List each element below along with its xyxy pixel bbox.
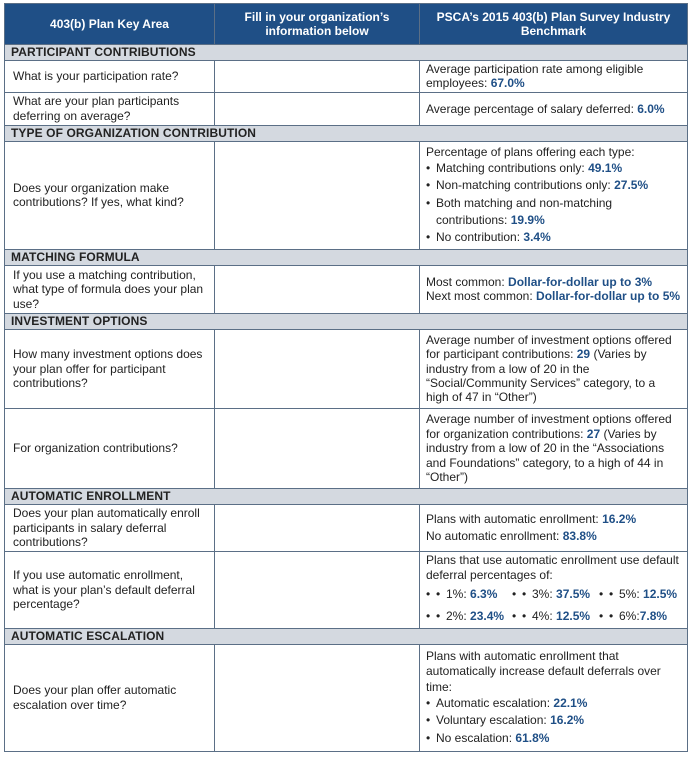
fill-in-cell[interactable] xyxy=(215,408,420,488)
header-benchmark: PSCA’s 2015 403(b) Plan Survey Industry Benchmark xyxy=(420,4,688,45)
table-row xyxy=(5,644,688,751)
benchmark-participation-rate: Average participation rate among eligible employees: 67.0% xyxy=(420,61,688,93)
question-auto-escalation: Does your plan offer automatic escalation over time? xyxy=(5,644,215,751)
highlight-value: 6.0% xyxy=(637,101,665,116)
section-row xyxy=(5,313,688,329)
section-title-matching-formula: MATCHING FORMULA xyxy=(5,249,688,265)
section-row xyxy=(5,628,688,644)
question-matching-formula: If you use a matching contribution, what type of formula does your plan use? xyxy=(5,265,215,313)
table-row xyxy=(5,92,688,125)
list-item: • No escalation: 61.8% xyxy=(426,730,681,747)
section-title-org-contribution: TYPE OF ORGANIZATION CONTRIBUTION xyxy=(5,125,688,141)
list-item: • Voluntary escalation: 16.2% xyxy=(426,712,681,729)
fill-in-cell[interactable] xyxy=(215,61,420,93)
list-item: • Automatic escalation: 22.1% xyxy=(426,695,681,712)
list-item: • • 6%:7.8% xyxy=(599,605,679,627)
table-row xyxy=(5,551,688,628)
fill-in-cell[interactable] xyxy=(215,551,420,628)
benchmark-intro: Percentage of plans offering each type: xyxy=(426,145,635,160)
benchmark-matching-formula: Most common: Dollar-for-dollar up to 3% Next most common: Dollar-for-dollar up to 5% xyxy=(420,265,688,313)
bullet-list xyxy=(426,160,681,246)
question-participation-rate: What is your participation rate? xyxy=(5,61,215,93)
highlight-value: 67.0% xyxy=(490,76,525,91)
benchmark-intro: Plans that use automatic enrollment use default deferral percentages of: xyxy=(426,552,679,582)
deferral-rates-grid xyxy=(426,583,681,627)
list-item: • Both matching and non-matching contributions: 19.9% xyxy=(426,195,681,230)
bullet-list xyxy=(426,695,681,747)
table-row xyxy=(5,504,688,551)
question-default-deferral: If you use automatic enrollment, what is your plan’s default deferral percentage? xyxy=(5,551,215,628)
fill-in-cell[interactable] xyxy=(215,92,420,125)
section-title-automatic-enrollment: AUTOMATIC ENROLLMENT xyxy=(5,488,688,504)
table-row xyxy=(5,141,688,249)
question-auto-enroll: Does your plan automatically enroll participants in salary deferral contributions? xyxy=(5,504,215,551)
table-row xyxy=(5,329,688,408)
header-key-area: 403(b) Plan Key Area xyxy=(5,4,215,45)
header-fill-in: Fill in your organization’s information below xyxy=(215,4,420,45)
list-item: • Matching contributions only: 49.1% xyxy=(426,160,681,177)
question-investment-options-org: For organization contributions? xyxy=(5,408,215,488)
benchmark-default-deferral xyxy=(420,551,688,628)
header-row xyxy=(5,4,688,45)
benchmark-auto-escalation xyxy=(420,644,688,751)
fill-in-cell[interactable] xyxy=(215,504,420,551)
list-item: • • 5%: 12.5% xyxy=(599,583,679,605)
fill-in-cell[interactable] xyxy=(215,329,420,408)
list-item: • Non-matching contributions only: 27.5% xyxy=(426,177,681,194)
fill-in-cell[interactable] xyxy=(215,265,420,313)
question-org-contributions: Does your organization make contributions? If yes, what kind? xyxy=(5,141,215,249)
question-investment-options-participant: How many investment options does your plan offer for participant contributions? xyxy=(5,329,215,408)
list-item: • • 4%: 12.5% xyxy=(512,605,599,627)
list-item: • • 3%: 37.5% xyxy=(512,583,599,605)
table-row xyxy=(5,408,688,488)
benchmark-org-contribution-types xyxy=(420,141,688,249)
section-title-participant-contributions: PARTICIPANT CONTRIBUTIONS xyxy=(5,45,688,61)
benchmark-investment-options-org: Average number of investment options offered for organization contributions: 27 (Varies by industry from a low of 20 in the “Associations and Foundations” category, to a high of 44 in “Other”) xyxy=(420,408,688,488)
table-row xyxy=(5,265,688,313)
section-title-investment-options: INVESTMENT OPTIONS xyxy=(5,313,688,329)
benchmark-auto-enroll: Plans with automatic enrollment: 16.2% No automatic enrollment: 83.8% xyxy=(420,504,688,551)
list-item: • • 2%: 23.4% xyxy=(426,605,512,627)
section-title-automatic-escalation: AUTOMATIC ESCALATION xyxy=(5,628,688,644)
fill-in-cell[interactable] xyxy=(215,141,420,249)
benchmark-investment-options-participant: Average number of investment options offered for participant contributions: 29 (Varies by industry from a low of 20 in the “Social/Community Services” category, to a high of 47 in “Other”) xyxy=(420,329,688,408)
benchmark-salary-deferred: Average percentage of salary deferred: 6.0% xyxy=(420,92,688,125)
benchmark-intro: Plans with automatic enrollment that automatically increase default deferrals over time: xyxy=(426,648,661,694)
section-row xyxy=(5,45,688,61)
section-row xyxy=(5,249,688,265)
question-deferral-average: What are your plan participants deferring on average? xyxy=(5,92,215,125)
section-row xyxy=(5,488,688,504)
benchmark-table xyxy=(4,3,688,752)
fill-in-cell[interactable] xyxy=(215,644,420,751)
section-row xyxy=(5,125,688,141)
list-item: • • 1%: 6.3% xyxy=(426,583,512,605)
table-row xyxy=(5,61,688,93)
list-item: • No contribution: 3.4% xyxy=(426,229,681,246)
